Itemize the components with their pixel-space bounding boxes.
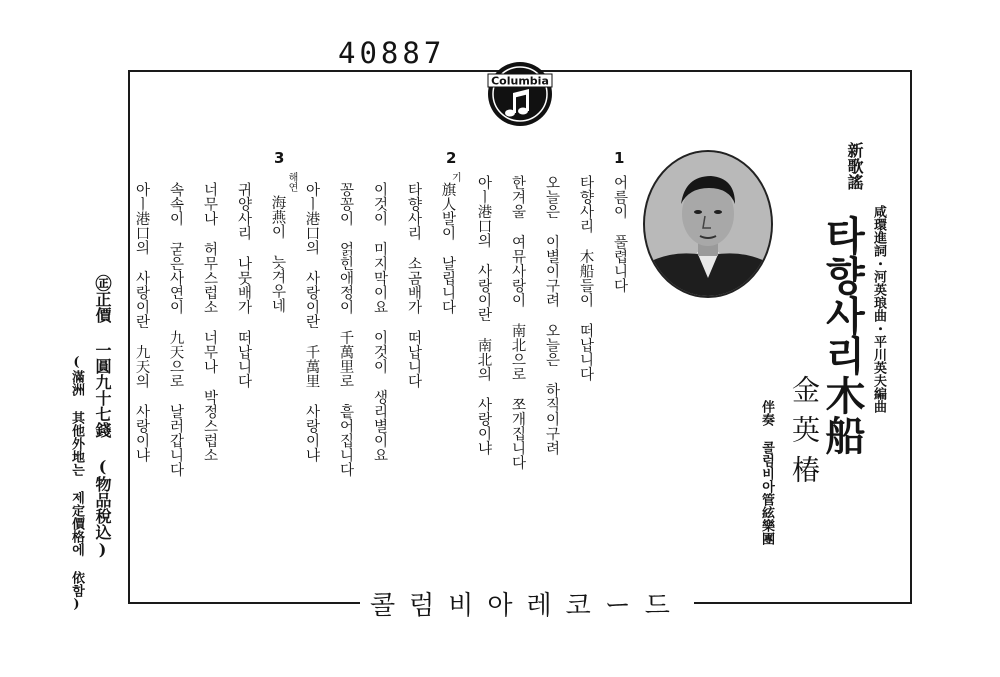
verse-1-line-5: 아ㅣ港口의 사랑이란 南北의 사랑이냐 [475, 175, 492, 455]
verse-1-line-2: 타향사리 木船들이 떠납니다 [577, 175, 594, 381]
verse-number-3: 3 [274, 149, 285, 167]
verse-3-line-3: 너무나 허무스럽소 너무나 박정스럽소 [201, 182, 218, 462]
accompaniment: 伴奏 콜럼비아管絃樂團 [759, 400, 774, 545]
ruby-haeyeon: 해연 [286, 172, 297, 192]
columbia-logo [486, 60, 554, 128]
verse-1-line-3: 오늘은 이별이구려 오늘은 하직이구려 [543, 175, 560, 455]
verse-2-line-5: 아ㅣ港口의 사랑이란 千萬里 사랑이냐 [303, 182, 320, 462]
price: ㊣正價 一圓九十七錢 (物品稅込) [93, 275, 112, 559]
verse-2-line-3: 이것이 미지막이요 이것이 생리별이요 [371, 182, 388, 462]
catalog-number: 40887 [338, 36, 446, 70]
verse-2-line-2: 타향사리 소곰배가 떠납니다 [405, 182, 422, 388]
logo-label: Columbia [491, 74, 549, 88]
verse-1-line-4: 한겨울 여뮤사랑이 南北으로 쪼개집니다 [509, 175, 526, 470]
verse-2-line-4: 꽁꽁이 얽힌애정이 千萬里로 흩어집니다 [337, 182, 354, 477]
verse-3-line-2: 귀양사리 나뭇배가 떠납니다 [235, 182, 252, 388]
price-note: (滿洲 其他外地는 제定價格에 依함) [69, 355, 84, 612]
verse-3-line-1: 海燕이 늣겨우네 [269, 195, 286, 313]
verse-2-line-1: 旗人발이 날립니다 [439, 182, 456, 314]
verse-3-line-4: 속속이 굳은사연이 九天으로 날러갑니다 [167, 182, 184, 477]
ruby-gi: 기 [452, 173, 462, 184]
footer-brand: 콜럼비아레코ー드 [360, 585, 694, 622]
verse-3-line-5: 아ㅣ港口의 사랑이란 九天의 사랑이냐 [133, 182, 150, 462]
song-title: 타향사리木船 [819, 215, 865, 455]
verse-number-1: 1 [614, 149, 625, 167]
verse-1-line-1: 어름이 풀렵니다 [611, 175, 628, 293]
credits: 咸環進詞・河英琅曲・平川英夫編曲 [871, 205, 886, 413]
verse-number-2: 2 [446, 149, 457, 167]
genre-label: 新歌謠 [845, 142, 864, 190]
singer-portrait [643, 150, 773, 298]
singer-name: 金英椿 [788, 375, 821, 495]
